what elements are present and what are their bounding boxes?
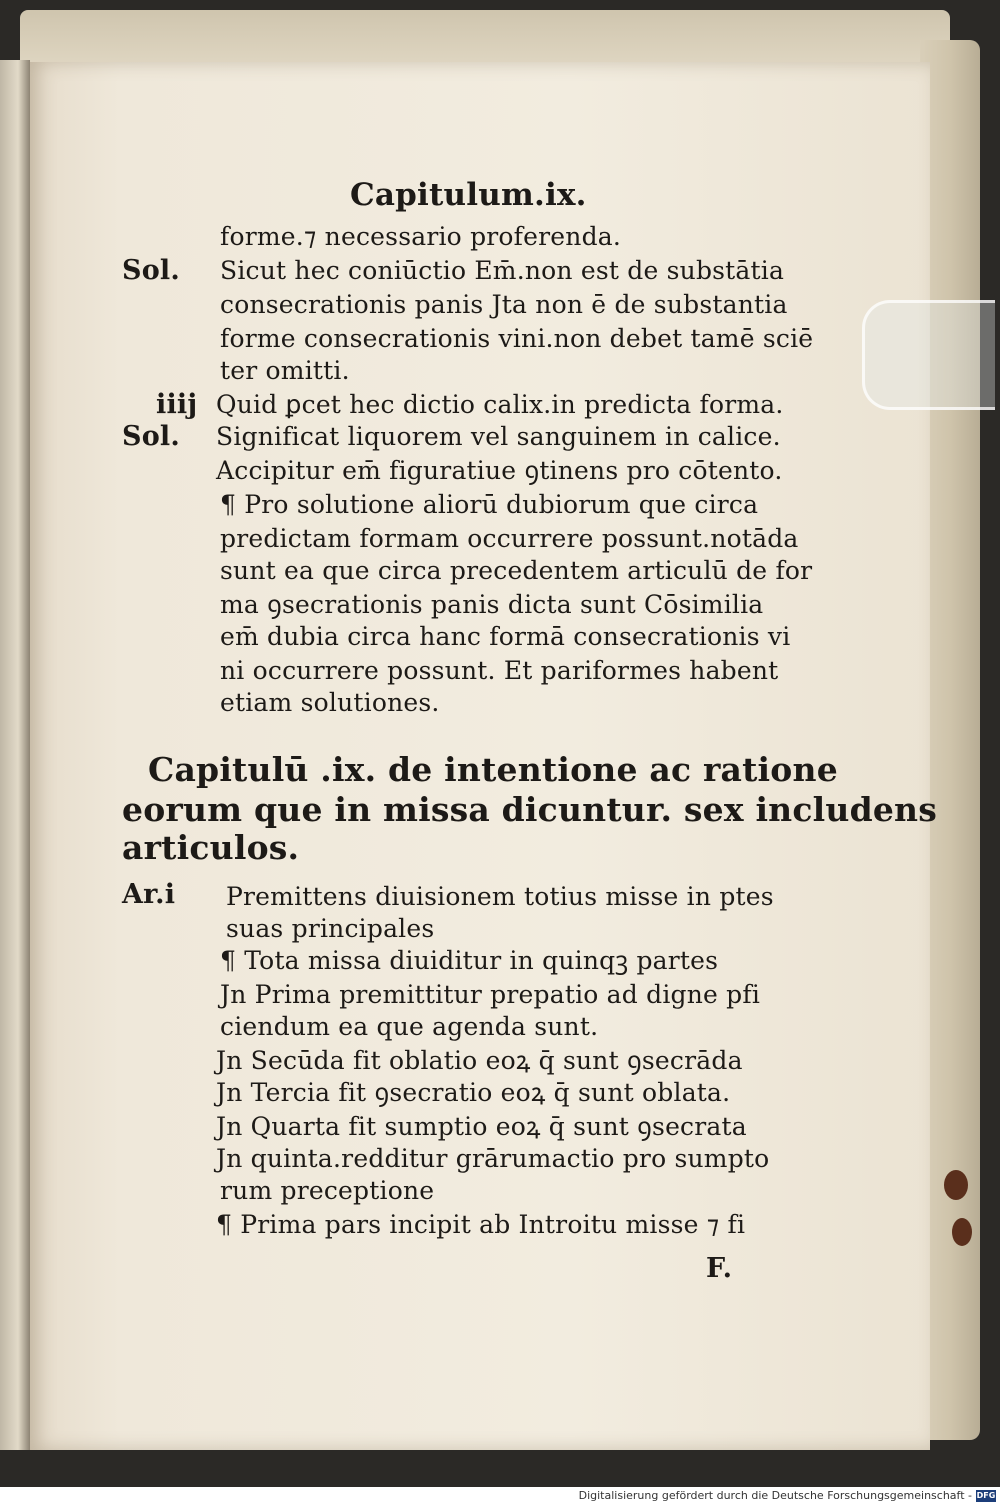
article-line: suas principales bbox=[226, 914, 435, 943]
article-label: Ar.i bbox=[122, 879, 176, 910]
article-line: Jn quinta.redditur grārumactio pro sumpto bbox=[216, 1144, 770, 1173]
dfg-logo: DFG bbox=[976, 1491, 996, 1500]
chapter-heading-line: eorum que in missa dicuntur. sex includens bbox=[122, 790, 938, 829]
footer-credit: Digitalisierung gefördert durch die Deutsche Forschungsgemeinschaft - bbox=[578, 1489, 972, 1502]
article-line: rum preceptione bbox=[220, 1176, 435, 1205]
book-page bbox=[30, 62, 938, 1450]
page-clip bbox=[862, 300, 995, 410]
text-line: consecrationis panis Jta non ē de substantia bbox=[220, 290, 788, 319]
article-line: ciendum ea que agenda sunt. bbox=[220, 1012, 599, 1041]
text-line: em̄ dubia circa hanc formā consecrationis vi bbox=[220, 622, 791, 651]
page-stain bbox=[944, 1170, 968, 1200]
text-line: forme.⁊ necessario proferenda. bbox=[220, 222, 622, 251]
text-line: ter omitti. bbox=[220, 356, 350, 385]
running-head: Capitulum.ix. bbox=[350, 177, 587, 213]
margin-note: Sol. bbox=[122, 255, 180, 286]
text-line: ma ꝯsecrationis panis dicta sunt Cōsimilia bbox=[220, 590, 764, 619]
page-stain bbox=[952, 1218, 972, 1246]
margin-note: Sol. bbox=[122, 421, 180, 452]
text-line: etiam solutiones. bbox=[220, 688, 440, 717]
article-line: Jn Prima premittitur prepatio ad digne pfi bbox=[220, 980, 761, 1009]
chapter-heading-line: articulos. bbox=[122, 828, 300, 867]
text-line: sunt ea que circa precedentem articulū de for bbox=[220, 556, 813, 585]
chapter-heading-line: Capitulū .ix. de intentione ac ratione bbox=[148, 750, 838, 789]
text-line: Significat liquorem vel sanguinem in calice. bbox=[216, 422, 781, 451]
margin-note: iiij bbox=[156, 389, 198, 420]
article-line: ¶ Prima pars incipit ab Introitu misse ⁊ fi bbox=[216, 1210, 746, 1239]
article-line: Jn Quarta fit sumptio eoꝝ q̄ sunt ꝯsecrata bbox=[216, 1112, 747, 1141]
article-line: Premittens diuisionem totius misse in ptes bbox=[226, 882, 774, 911]
text-line: Accipitur em̄ figuratiue ꝯtinens pro cōtento. bbox=[216, 456, 783, 485]
text-line: Sicut hec coniūctio Em̄.non est de substātia bbox=[220, 256, 785, 285]
text-line: predictam formam occurrere possunt.notāda bbox=[220, 524, 799, 553]
text-line: ni occurrere possunt. Et pariformes habent bbox=[220, 656, 779, 685]
article-line: ¶ Tota missa diuiditur in quinqꝫ partes bbox=[220, 946, 719, 975]
text-line: ¶ Pro solutione aliorū dubiorum que circa bbox=[220, 490, 759, 519]
book-top-edge bbox=[20, 10, 950, 70]
article-line: Jn Secūda fit oblatio eoꝝ q̄ sunt ꝯsecrāda bbox=[216, 1046, 743, 1075]
footer-bar bbox=[0, 1487, 1000, 1506]
article-line: Jn Tercia fit ꝯsecratio eoꝝ q̄ sunt oblata. bbox=[216, 1078, 731, 1107]
facing-page-edge bbox=[0, 60, 30, 1450]
catchword: F. bbox=[706, 1253, 733, 1284]
text-line: forme consecrationis vini.non debet tamē sciē bbox=[220, 324, 814, 353]
text-line: Quid ꝑcet hec dictio calix.in predicta forma. bbox=[216, 390, 784, 419]
